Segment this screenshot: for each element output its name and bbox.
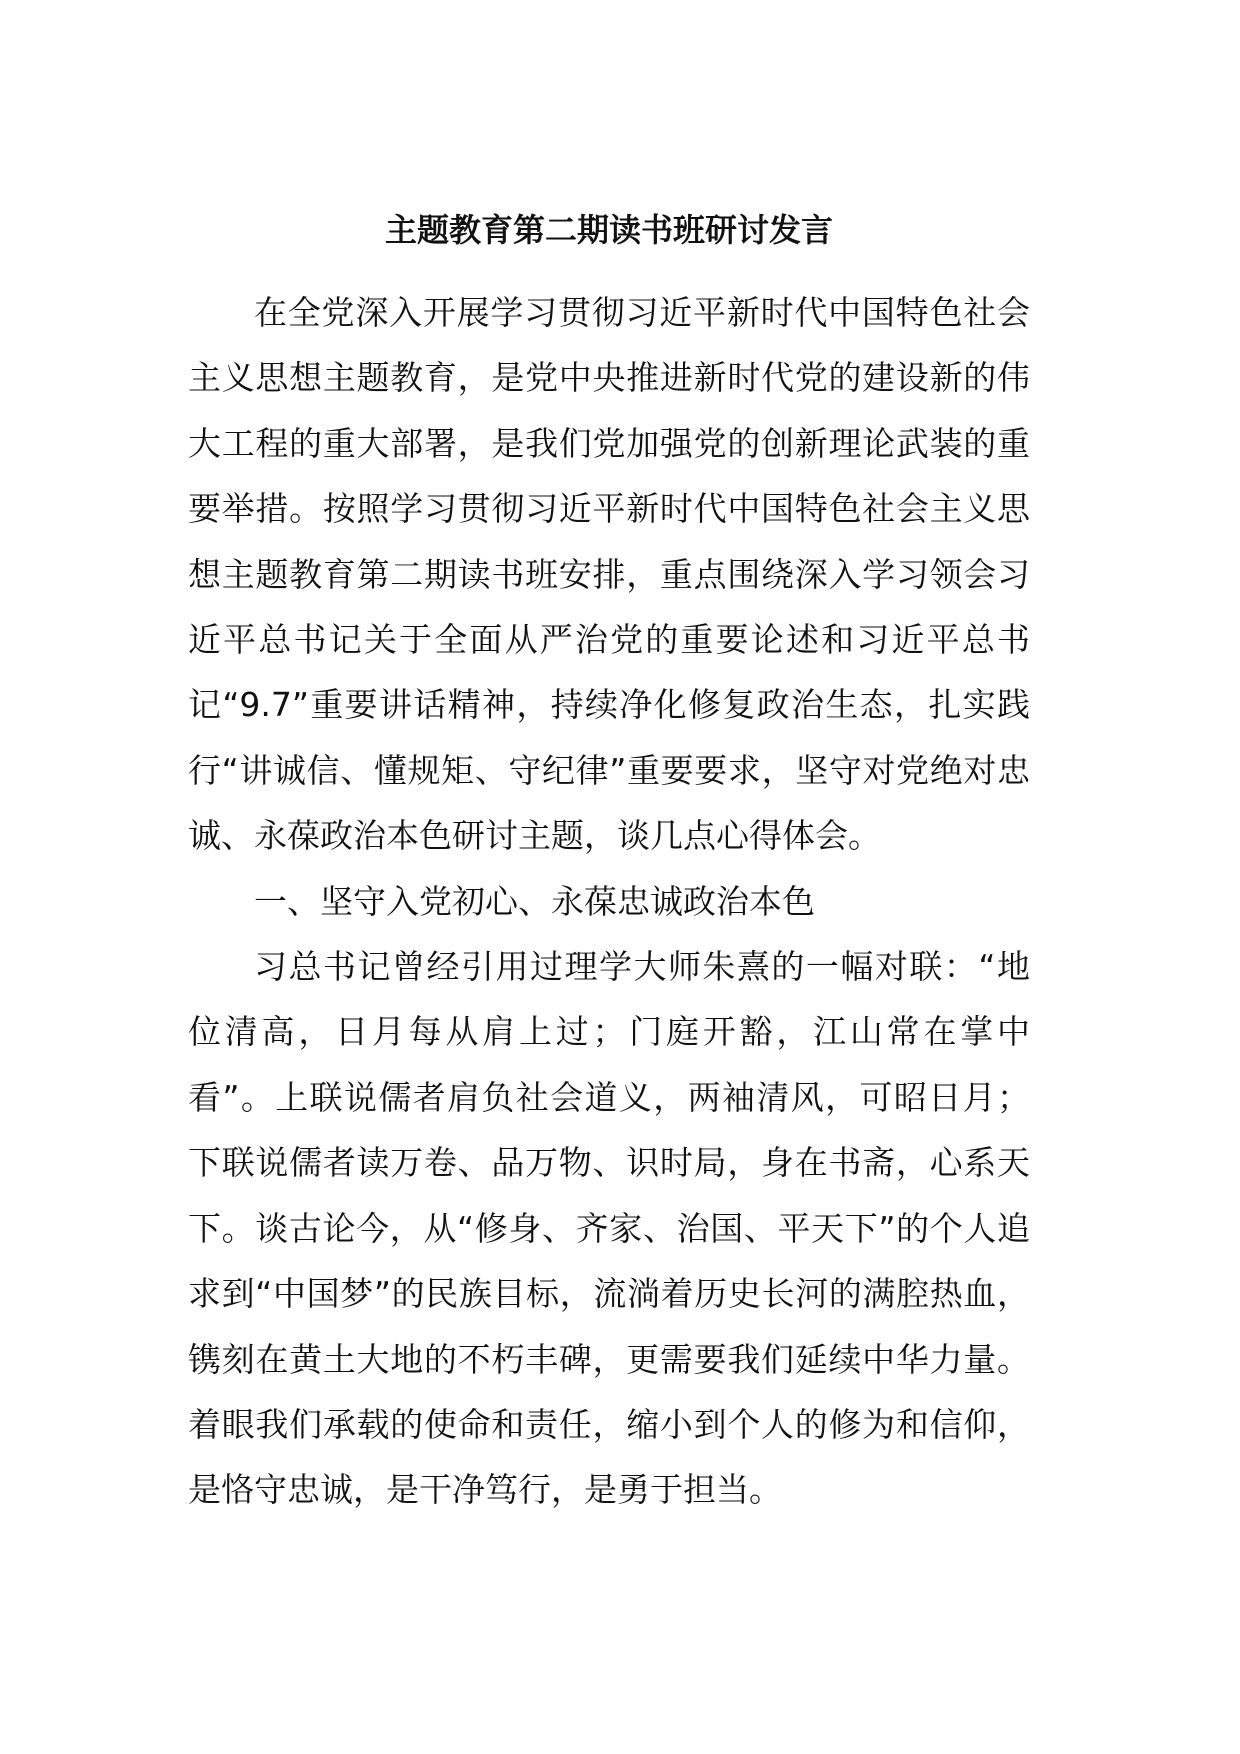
section-heading-1: 一、坚守入党初心、永葆忠诚政治本色 bbox=[254, 881, 815, 921]
paragraph-section-1: 习总书记曾经引用过理学大师朱熹的一幅对联：“地位清高，日月每从肩上过；门庭开豁，江山常在掌中看”。上联说儒者肩负社会道义，两袖清风，可昭日月；下联说儒者读万卷、品万物、识时局，身在书斋，心系天下。谈古论今，从“修身、齐家、治国、平天下”的个人追求到“中国梦”的民族目标，流淌着历史长河的满腔热血，镌刻在黄土大地的不朽丰碑，更需要我们延续中华力量。着眼我们承载的使命和责任，缩小到个人的修为和信仰，是恪守忠诚，是干净笃行，是勇于担当。 bbox=[188, 947, 1030, 1510]
document-title: 主题教育第二期读书班研讨发言 bbox=[384, 211, 833, 249]
paragraph-intro: 在全党深入开展学习贯彻习近平新时代中国特色社会主义思想主题教育，是党中央推进新时代党的建设新的伟大工程的重大部署，是我们党加强党的创新理论武装的重要举措。按照学习贯彻习近平新时代中国特色社会主义思想主题教育第二期读书班安排，重点围绕深入学习领会习近平总书记关于全面从严治党的重要论述和习近平总书记“9.7”重要讲话精神，持续净化修复政治生态，扎实践行“讲诚信、懂规矩、守纪律”重要要求，坚守对党绝对忠诚、永葆政治本色研讨主题，谈几点心得体会。 bbox=[188, 293, 1030, 856]
document-page bbox=[188, 205, 1030, 1523]
